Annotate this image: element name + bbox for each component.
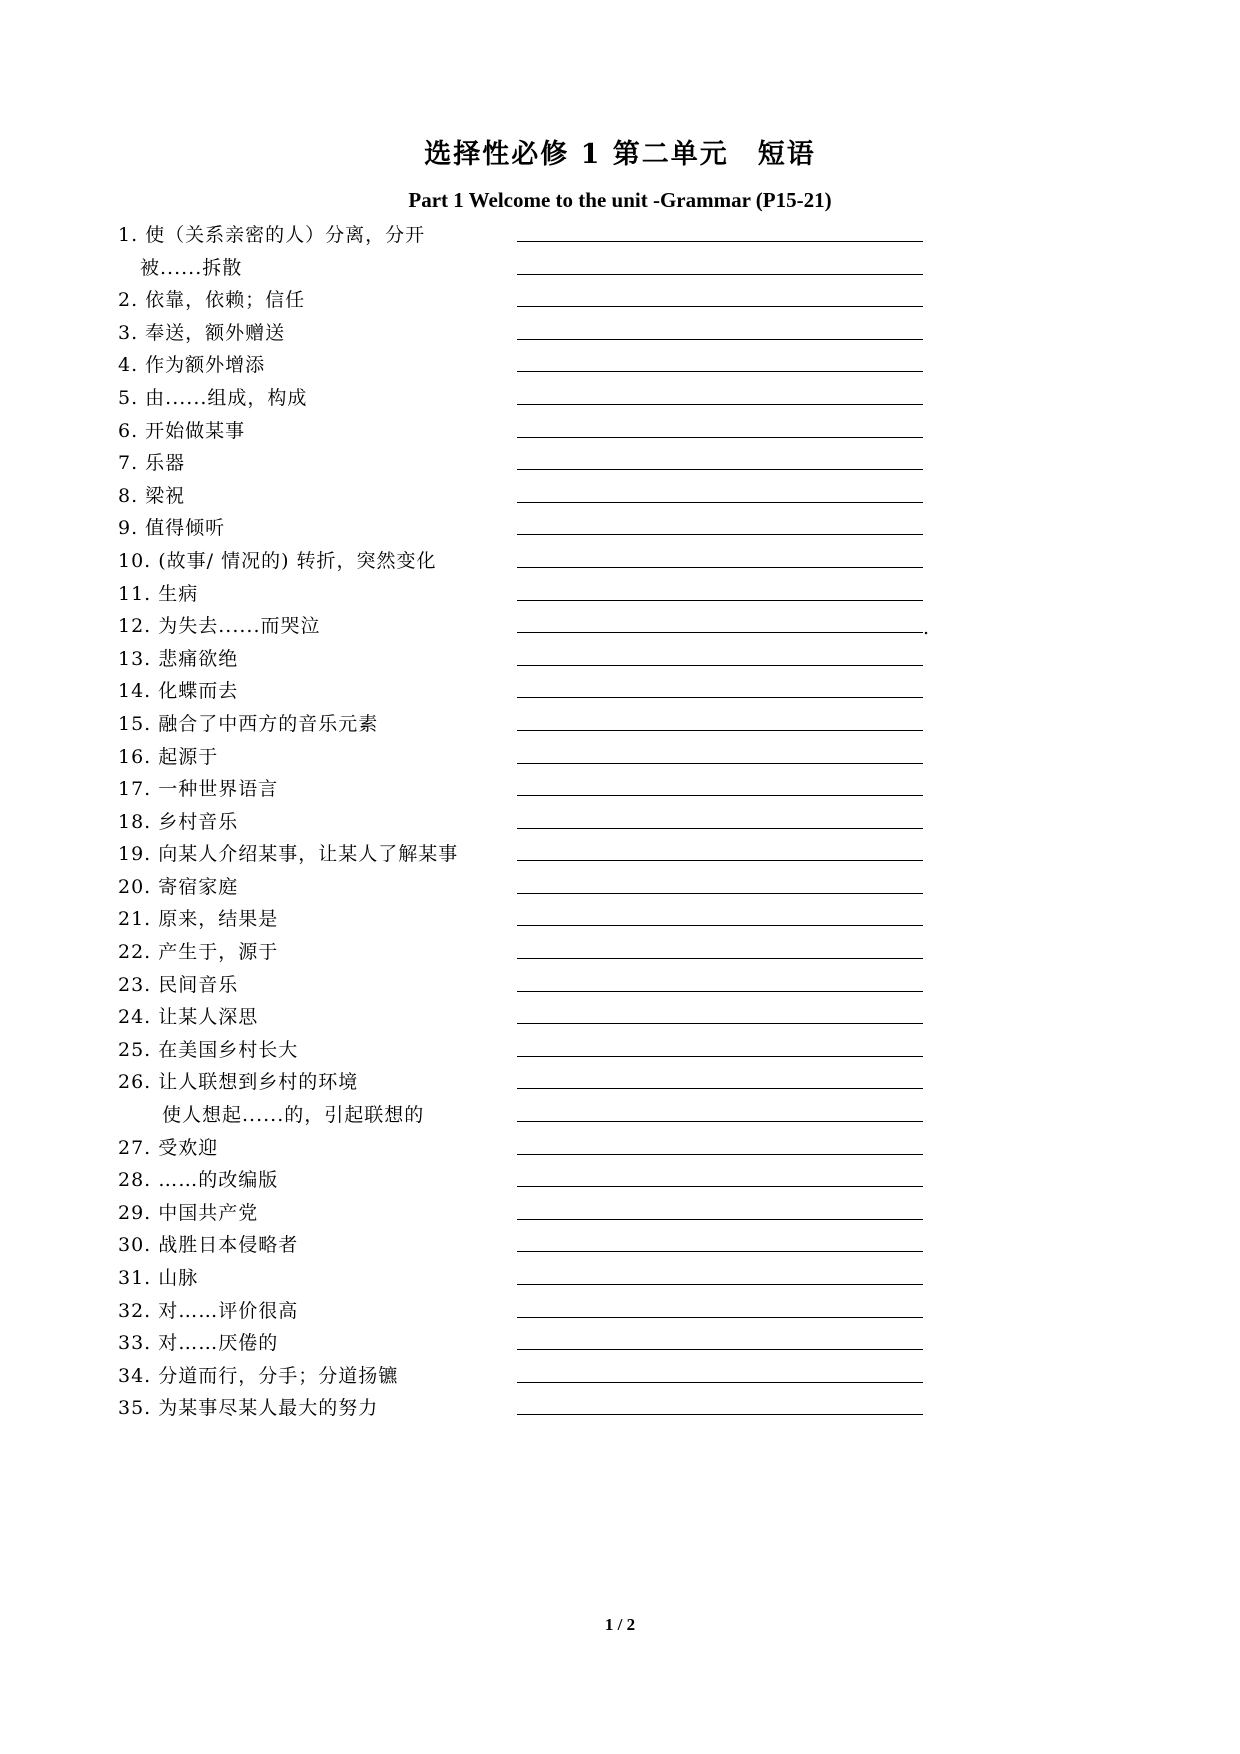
answer-blank-line[interactable]: [517, 534, 923, 535]
answer-blank-line[interactable]: [517, 1121, 923, 1122]
phrase-row: [118, 1226, 930, 1259]
answer-blank-line[interactable]: [517, 1284, 923, 1285]
phrase-label: 20. 寄宿家庭: [118, 875, 239, 898]
phrase-label: 29. 中国共产党: [118, 1201, 259, 1224]
answer-blank-line[interactable]: [517, 925, 923, 926]
answer-blank-line[interactable]: [517, 1023, 923, 1024]
answer-blank-line[interactable]: [517, 1414, 923, 1415]
phrase-label: 9. 值得倾听: [118, 517, 226, 540]
answer-blank-line[interactable]: [517, 1186, 923, 1187]
phrase-row: [118, 672, 930, 705]
phrase-row: [118, 379, 930, 412]
phrase-row: [118, 1194, 930, 1227]
answer-blank-line[interactable]: [517, 274, 923, 275]
answer-blank-line[interactable]: [517, 1382, 923, 1383]
phrase-label: 21. 原来，结果是: [118, 908, 279, 931]
phrase-label: 34. 分道而行，分手；分道扬镳: [118, 1364, 399, 1387]
phrase-label: 2. 依靠，依赖；信任: [118, 289, 306, 312]
phrase-label: 15. 融合了中西方的音乐元素: [118, 712, 379, 735]
phrase-label: 31. 山脉: [118, 1267, 199, 1289]
phrase-row: [118, 444, 930, 477]
phrase-row: [118, 607, 930, 640]
phrase-row: [118, 216, 930, 249]
phrase-list: [118, 216, 930, 1422]
phrase-row: [118, 738, 930, 771]
answer-blank-line[interactable]: [517, 600, 923, 601]
phrase-label: 7. 乐器: [118, 452, 186, 475]
phrase-row: [118, 770, 930, 803]
answer-blank-line[interactable]: [517, 665, 923, 666]
phrase-row: [118, 966, 930, 999]
phrase-label: 使人想起......的，引起联想的: [162, 1104, 425, 1127]
answer-blank-line[interactable]: [517, 828, 923, 829]
phrase-row: [118, 1129, 930, 1162]
phrase-label: 26. 让人联想到乡村的环境: [118, 1071, 359, 1094]
phrase-label: 6. 开始做某事: [118, 419, 246, 442]
answer-blank-line[interactable]: [517, 1317, 923, 1318]
phrase-row: [118, 1324, 930, 1357]
phrase-label: 5. 由......组成，构成: [118, 386, 308, 409]
phrase-row: [118, 835, 930, 868]
phrase-row: [118, 933, 930, 966]
phrase-row: [118, 509, 930, 542]
phrase-label: 12. 为失去......而哭泣: [118, 615, 321, 638]
phrase-row: [118, 640, 930, 673]
phrase-label: 被......拆散: [140, 256, 243, 279]
phrase-row: [118, 249, 930, 282]
answer-blank-line[interactable]: [517, 893, 923, 894]
answer-blank-line[interactable]: [517, 763, 923, 764]
phrase-row: [118, 1063, 930, 1096]
answer-blank-line[interactable]: [517, 795, 923, 796]
phrase-label: 32. 对……评价很高: [118, 1299, 299, 1322]
section-subtitle: Part 1 Welcome to the unit -Grammar (P15-21): [408, 188, 832, 212]
answer-blank-line[interactable]: [517, 1154, 923, 1155]
answer-blank-line[interactable]: [517, 958, 923, 959]
trailing-mark: .: [923, 617, 930, 640]
phrase-row: [118, 575, 930, 608]
page-number: 1 / 2: [604, 1615, 636, 1634]
phrase-row: [118, 477, 930, 510]
answer-blank-line[interactable]: [517, 306, 923, 307]
phrase-label: 16. 起源于: [118, 745, 219, 768]
phrase-row: [118, 1031, 930, 1064]
answer-blank-line[interactable]: [517, 1088, 923, 1089]
phrase-label: 19. 向某人介绍某事，让某人了解某事: [118, 843, 459, 866]
answer-blank-line[interactable]: [517, 697, 923, 698]
phrase-row: [118, 1096, 930, 1129]
phrase-label: 22. 产生于，源于: [118, 941, 279, 964]
phrase-label: 25. 在美国乡村长大: [118, 1038, 299, 1061]
phrase-label: 10. (故事/ 情况的) 转折，突然变化: [118, 549, 437, 572]
answer-blank-line[interactable]: [517, 632, 923, 633]
answer-blank-line[interactable]: [517, 371, 923, 372]
phrase-label: 17. 一种世界语言: [118, 778, 279, 801]
phrase-label: 35. 为某事尽某人最大的努力: [118, 1397, 379, 1420]
phrase-row: [118, 705, 930, 738]
answer-blank-line[interactable]: [517, 1219, 923, 1220]
answer-blank-line[interactable]: [517, 1349, 923, 1350]
answer-blank-line[interactable]: [517, 860, 923, 861]
phrase-row: [118, 868, 930, 901]
phrase-row: [118, 998, 930, 1031]
phrase-label: 30. 战胜日本侵略者: [118, 1234, 299, 1257]
phrase-row: [118, 1357, 930, 1390]
answer-blank-line[interactable]: [517, 1251, 923, 1252]
answer-blank-line[interactable]: [517, 241, 923, 242]
answer-blank-line[interactable]: [517, 339, 923, 340]
phrase-label: 13. 悲痛欲绝: [118, 647, 239, 670]
answer-blank-line[interactable]: [517, 991, 923, 992]
phrase-label: 24. 让某人深思: [118, 1006, 259, 1029]
answer-blank-line[interactable]: [517, 567, 923, 568]
answer-blank-line[interactable]: [517, 1056, 923, 1057]
phrase-row: [118, 1389, 930, 1422]
answer-blank-line[interactable]: [517, 502, 923, 503]
phrase-row: [118, 1292, 930, 1325]
phrase-row: [118, 1259, 930, 1292]
answer-blank-line[interactable]: [517, 469, 923, 470]
phrase-label: 4. 作为额外增添: [118, 354, 266, 377]
phrase-label: 8. 梁祝: [118, 484, 186, 507]
phrase-label: 23. 民间音乐: [118, 973, 239, 996]
phrase-row: [118, 542, 930, 575]
phrase-label: 11. 生病: [118, 582, 199, 605]
phrase-label: 3. 奉送，额外赠送: [118, 321, 286, 344]
phrase-row: [118, 346, 930, 379]
phrase-row: [118, 412, 930, 445]
phrase-label: 28. ……的改编版: [118, 1169, 279, 1192]
answer-blank-line[interactable]: [517, 437, 923, 438]
answer-blank-line[interactable]: [517, 404, 923, 405]
answer-blank-line[interactable]: [517, 730, 923, 731]
page-title: 选择性必修 1 第二单元 短语: [424, 139, 816, 170]
phrase-row: [118, 281, 930, 314]
phrase-label: 33. 对……厌倦的: [118, 1332, 279, 1355]
phrase-label: 1. 使（关系亲密的人）分离，分开: [118, 224, 426, 246]
phrase-row: [118, 314, 930, 347]
phrase-row: [118, 803, 930, 836]
phrase-label: 18. 乡村音乐: [118, 810, 239, 833]
phrase-row: [118, 1161, 930, 1194]
phrase-label: 27. 受欢迎: [118, 1136, 219, 1159]
phrase-label: 14. 化蝶而去: [118, 680, 239, 703]
phrase-row: [118, 900, 930, 933]
